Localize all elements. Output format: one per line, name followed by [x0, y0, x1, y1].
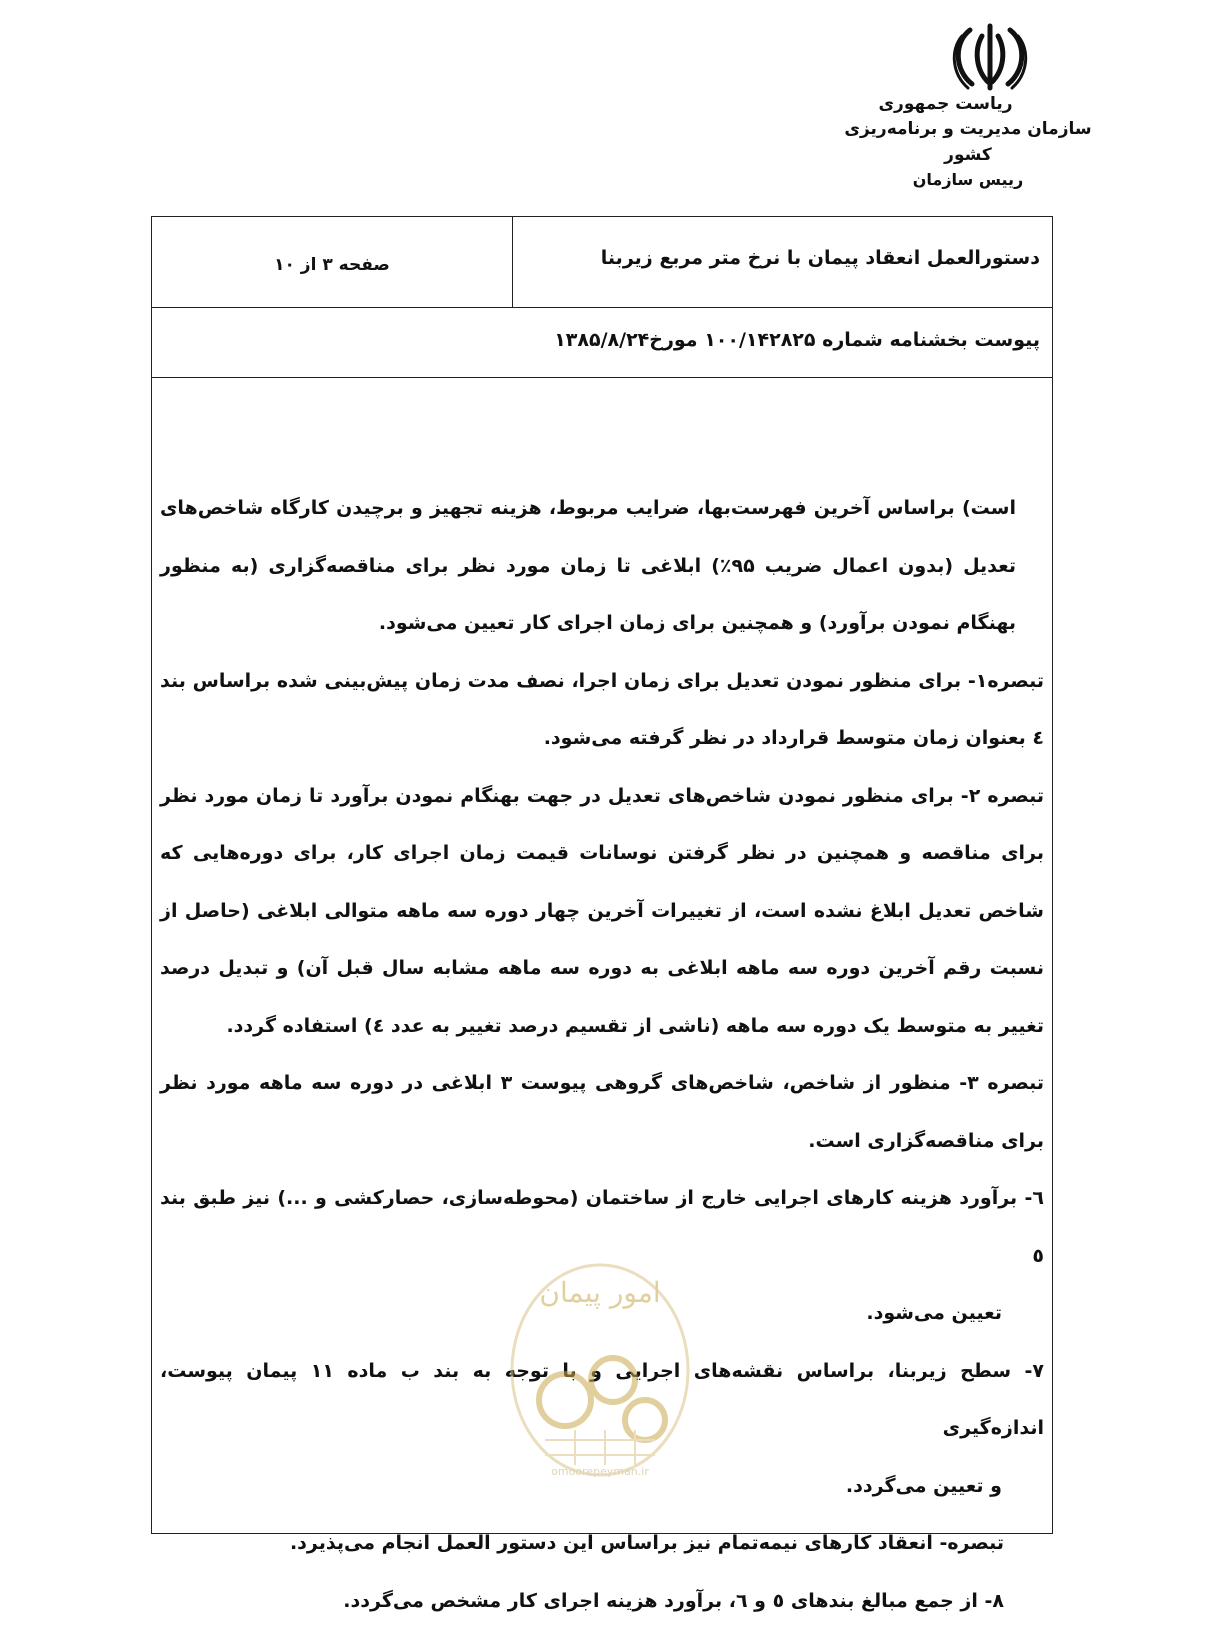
item-6-line-1: ٦- برآورد هزینه کارهای اجرایی خارج از ساختمان (محوطه‌سازی، حصارکشی و ...) نیز طبق بند ٥ [160, 1187, 1044, 1267]
note-1: تبصره۱- برای منظور نمودن تعدیل برای زمان اجرا، نصف مدت زمان پیش‌بینی شده براساس بند ٤ بعنوان زمان متوسط قرارداد در نظر گرفته می‌شود. [160, 653, 1044, 768]
watermark-logo-icon [505, 1250, 695, 1480]
note-2: تبصره ۲- برای منظور نمودن شاخص‌های تعدیل در جهت بهنگام نمودن برآورد تا زمان مورد نظر برای مناقصه و همچنین در نظر گرفتن نوسانات قیمت زمان اجرای کار، برای دوره‌هایی که شاخص تعدیل ابلاغ نشده است، از تغییرات آخرین چهار دوره سه ماهه متوالی ابلاغی (حاصل از نسبت رقم آخرین دوره سه ماهه ابلاغی به دوره سه ماهه مشابه سال قبل آن) و تبدیل درصد تغییر به متوسط یک دوره سه ماهه (ناشی از تقسیم درصد تغییر به عدد ٤) استفاده گردد. [160, 768, 1044, 1056]
item-7-line-2: و تعیین می‌گردد. [160, 1458, 1044, 1516]
item-7-line-1: ۷- سطح زیربنا، براساس نقشه‌های اجرایی و با توجه به بند ب ماده ۱۱ پیمان پیوست، اندازه‌گیری [160, 1360, 1044, 1440]
title-row [152, 217, 1052, 308]
note-4: تبصره- انعقاد کارهای نیمه‌تمام نیز براساس این دستور العمل انجام می‌پذیرد. [160, 1515, 1044, 1573]
paragraph-continuation: است) براساس آخرین فهرست‌بها، ضرایب مربوط، هزینه تجهیز و برچیدن کارگاه شاخص‌های تعدیل (بدون اعمال ضریب ۹۵٪) ابلاغی تا زمان مورد نظر برای مناقصه‌گزاری (به منظور بهنگام نمودن برآورد) و همچنین برای زمان اجرای کار تعیین می‌شود. [160, 480, 1044, 653]
iran-emblem-icon [948, 22, 1032, 94]
reference-row [152, 307, 1052, 378]
organization-name: سازمان مدیریت و برنامه‌ریزی کشور [838, 116, 1098, 168]
note-3: تبصره ۳- منظور از شاخص، شاخص‌های گروهی پیوست ۳ ابلاغی در دوره سه ماهه مورد نظر برای مناقصه‌گزاری است. [160, 1055, 1044, 1170]
page-number: صفحه ۳ از ۱۰ [152, 255, 512, 275]
organization-head-title: رییس سازمان [838, 168, 1098, 192]
watermark-site: omoorepeyman.ir [551, 1465, 649, 1478]
organization-header [838, 92, 1098, 192]
page-cell [152, 217, 512, 307]
item-8: ۸- از جمع مبالغ بندهای ٥ و ٦، برآورد هزینه اجرای کار مشخص می‌گردد. [160, 1573, 1044, 1630]
document-title: دستورالعمل انعقاد پیمان با نرخ متر مربع زیربنا [601, 247, 1040, 269]
circular-reference: پیوست بخشنامه شماره ۱۰۰/۱۴۲۸۲۵ مورخ۱۳۸۵/۸/۲۴ [554, 329, 1040, 351]
watermark-text: امور پیمان [539, 1276, 660, 1309]
item-6-line-2: تعیین می‌شود. [160, 1285, 1044, 1343]
title-cell [512, 217, 1052, 307]
presidency-label: ریاست جمهوری [838, 92, 1053, 116]
